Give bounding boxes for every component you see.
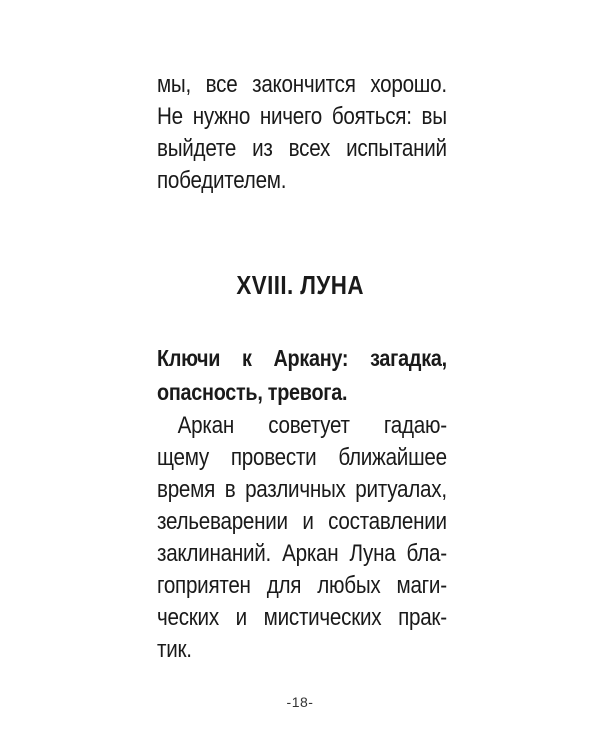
text-line: мы, все закончится хорошо. xyxy=(157,71,447,98)
text-line: зельеварении и составлении xyxy=(157,508,447,535)
text-line: победителем. xyxy=(157,167,287,194)
text-line: щему провести ближайшее xyxy=(157,444,447,471)
keys-line: опасность, тревога. xyxy=(157,379,348,405)
text-line: гоприятен для любых маги- xyxy=(157,572,447,599)
text-line: время в различных ритуалах, xyxy=(157,476,447,503)
text-line: выйдете из всех испытаний xyxy=(157,135,447,162)
text-line: заклинаний. Аркан Луна бла- xyxy=(157,540,447,567)
intro-paragraph xyxy=(157,69,447,197)
text-line: Не нужно ничего бояться: вы xyxy=(157,103,447,130)
keys-line: Ключи к Аркану: загадка, xyxy=(157,345,447,371)
arcana-keys xyxy=(157,341,447,409)
text-line: Аркан советует гадаю- xyxy=(177,412,447,439)
text-line: ческих и мистических прак- xyxy=(157,604,447,631)
page-number: -18- xyxy=(286,694,314,710)
section-heading-text: XVIII. ЛУНА xyxy=(236,270,364,300)
body-paragraph xyxy=(157,410,447,666)
section-heading xyxy=(0,268,600,302)
text-line: тик. xyxy=(157,636,192,663)
